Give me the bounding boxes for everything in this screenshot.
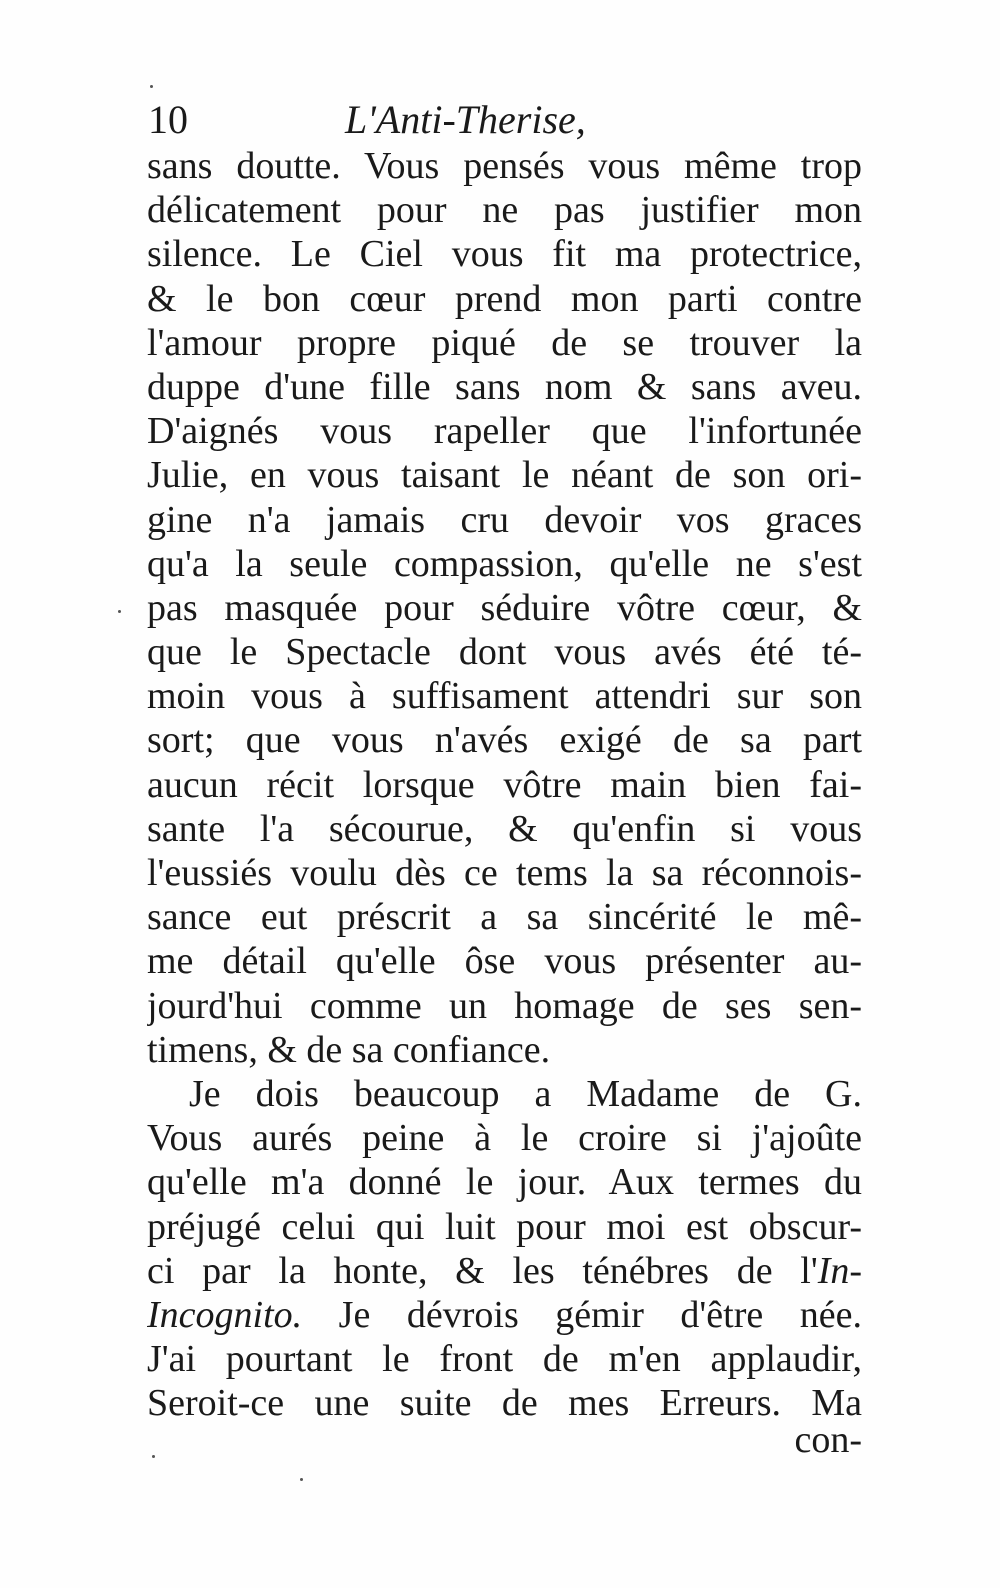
- text-line: aucun récit lorsque vôtre main bien fai-: [147, 763, 862, 806]
- ink-speck: [300, 1478, 303, 1481]
- text-line: D'aignés vous rapeller que l'infortunée: [147, 410, 862, 453]
- paragraph-start-line: Je dois beaucoup a Madame de G.: [189, 1072, 862, 1115]
- text-line: sance eut préscrit a sa sincérité le mê-: [147, 896, 862, 939]
- text-line: J'ai pourtant le front de m'en applaudir,: [147, 1338, 862, 1381]
- ink-speck: [118, 610, 121, 613]
- text-line: délicatement pour ne pas justifier mon: [147, 189, 862, 232]
- text-line: & le bon cœur prend mon parti contre: [147, 277, 862, 320]
- text-line: pas masquée pour séduire vôtre cœur, &: [147, 586, 862, 629]
- running-head: [140, 92, 860, 148]
- text-line: qu'elle m'a donné le jour. Aux termes du: [147, 1161, 862, 1204]
- text-line: sante l'a sécourue, & qu'enfin si vous: [147, 807, 862, 850]
- text-line: Seroit-ce une suite de mes Erreurs. Ma: [147, 1382, 862, 1425]
- text-fragment: ci par la honte, & les ténébres de l': [147, 1249, 818, 1292]
- text-line: que le Spectacle dont vous avés été té-: [147, 631, 862, 674]
- text-line: me détail qu'elle ôse vous présenter au-: [147, 940, 862, 983]
- text-line: [147, 1249, 862, 1293]
- italic-word: Incognito.: [147, 1293, 303, 1336]
- ink-speck: [152, 1455, 155, 1458]
- text-line: duppe d'une fille sans nom & sans aveu.: [147, 365, 862, 408]
- text-line: silence. Le Ciel vous fit ma protectrice,: [147, 233, 862, 276]
- text-line: l'eussiés voulu dès ce tems la sa réconnois-: [147, 852, 862, 894]
- text-line: préjugé celui qui luit pour moi est obscur-: [147, 1205, 862, 1248]
- text-line: Vous aurés peine à le croire si j'ajoûte: [147, 1117, 862, 1160]
- text-line: qu'a la seule compassion, qu'elle ne s'est: [147, 542, 862, 585]
- page-number: 10: [148, 97, 188, 142]
- text-line: moin vous à suffisament attendri sur son: [147, 675, 862, 718]
- paragraph-end-line: timens, & de sa confiance.: [147, 1028, 551, 1071]
- text-line: gine n'a jamais cru devoir vos graces: [147, 498, 862, 541]
- italic-fragment: In-: [817, 1249, 862, 1292]
- ink-speck: [150, 85, 153, 88]
- text-line: [147, 1293, 862, 1337]
- text-line: sort; que vous n'avés exigé de sa part: [147, 719, 862, 762]
- running-title: L'Anti-Therise,: [345, 97, 586, 142]
- text-fragment: Je dévrois gémir d'être née.: [302, 1293, 862, 1336]
- catchword: con-: [794, 1419, 862, 1461]
- text-line: l'amour propre piqué de se trouver la: [147, 321, 862, 364]
- text-line: jourd'hui comme un homage de ses sen-: [147, 984, 862, 1027]
- body-text: [147, 144, 862, 1425]
- text-line: sans doutte. Vous pensés vous même trop: [147, 145, 862, 187]
- text-line: Julie, en vous taisant le néant de son ori-: [147, 454, 862, 497]
